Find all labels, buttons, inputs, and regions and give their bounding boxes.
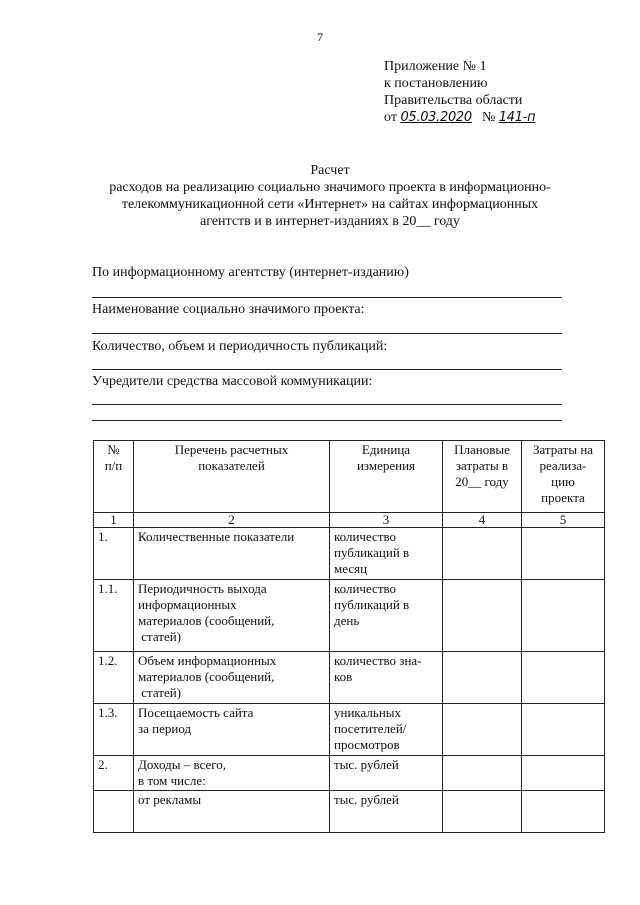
row-indicator: Количественные показатели [134, 528, 330, 580]
row-number [94, 791, 134, 833]
row-number: 1.2. [94, 652, 134, 704]
table-row [94, 528, 605, 580]
title-line-1: расходов на реализацию социально значимого проекта в информационно- [109, 180, 551, 195]
appendix-line-resolution: к постановлению [384, 76, 488, 91]
row-number: 1.3. [94, 704, 134, 756]
row-project-costs [522, 791, 605, 833]
row-project-costs [522, 528, 605, 580]
title-line-3: агентств и в интернет-изданиях в 20__ году [200, 214, 460, 229]
column-number: 1 [94, 513, 134, 528]
title-line-2: телекоммуникационной сети «Интернет» на сайтах информационных [121, 197, 539, 212]
table-row [94, 704, 605, 756]
table-row [94, 791, 605, 833]
row-project-costs [522, 652, 605, 704]
founders-label: Учредители средства массовой коммуникации: [92, 374, 373, 389]
row-unit: количество публикаций в день [330, 580, 443, 652]
appendix-block [384, 58, 624, 126]
from-prefix: от [384, 110, 397, 125]
row-unit: тыс. рублей [330, 791, 443, 833]
row-indicator: Объем информационных материалов (сообщений, статей) [134, 652, 330, 704]
row-indicator: Посещаемость сайта за период [134, 704, 330, 756]
row-unit: количество зна- ков [330, 652, 443, 704]
header-project-costs: Затраты на реализа- цию проекта [522, 441, 605, 513]
row-planned-costs [443, 704, 522, 756]
row-number: 2. [94, 756, 134, 791]
row-unit: количество публикаций в месяц [330, 528, 443, 580]
appendix-line-government: Правительства области [384, 93, 523, 108]
column-number: 4 [443, 513, 522, 528]
document-title [80, 162, 580, 230]
founders-blank-line-1 [92, 404, 562, 405]
agency-label: По информационному агентству (интернет-изданию) [92, 265, 409, 280]
row-unit: уникальных посетителей/ просмотров [330, 704, 443, 756]
page-number: 7 [317, 30, 323, 44]
header-unit: Единица измерения [330, 441, 443, 513]
row-planned-costs [443, 756, 522, 791]
table-body [94, 528, 605, 833]
row-project-costs [522, 580, 605, 652]
title-heading: Расчет [310, 163, 350, 178]
header-planned-costs: Плановые затраты в 20__ году [443, 441, 522, 513]
row-planned-costs [443, 528, 522, 580]
table-row [94, 580, 605, 652]
row-project-costs [522, 704, 605, 756]
column-number: 3 [330, 513, 443, 528]
header-indicators: Перечень расчетных показателей [134, 441, 330, 513]
appendix-date-line [384, 109, 624, 126]
appendix-title: Приложение № 1 [384, 59, 487, 74]
number-prefix: № [481, 110, 496, 125]
row-number: 1.1. [94, 580, 134, 652]
project-name-label: Наименование социально значимого проекта: [92, 302, 365, 317]
row-planned-costs [443, 791, 522, 833]
founders-blank-line-2 [92, 420, 562, 421]
agency-blank-line [92, 297, 562, 298]
publications-label: Количество, объем и периодичность публикаций: [92, 339, 388, 354]
project-name-blank-line [92, 333, 562, 334]
column-number: 2 [134, 513, 330, 528]
expenses-table [93, 440, 605, 833]
publications-blank-line [92, 369, 562, 370]
table-row [94, 756, 605, 791]
header-number: № п/п [94, 441, 134, 513]
row-number: 1. [94, 528, 134, 580]
header-row [94, 441, 605, 513]
row-unit: тыс. рублей [330, 756, 443, 791]
resolution-date: 05.03.2020 [400, 110, 472, 125]
table-header [94, 441, 605, 528]
row-project-costs [522, 756, 605, 791]
resolution-number: 141-п [498, 110, 536, 125]
row-indicator: Периодичность выхода информационных материалов (сообщений, статей) [134, 580, 330, 652]
row-indicator: Доходы – всего, в том числе: [134, 756, 330, 791]
column-number: 5 [522, 513, 605, 528]
row-planned-costs [443, 652, 522, 704]
row-indicator: от рекламы [134, 791, 330, 833]
row-planned-costs [443, 580, 522, 652]
table-row [94, 652, 605, 704]
column-numbers-row [94, 513, 605, 528]
